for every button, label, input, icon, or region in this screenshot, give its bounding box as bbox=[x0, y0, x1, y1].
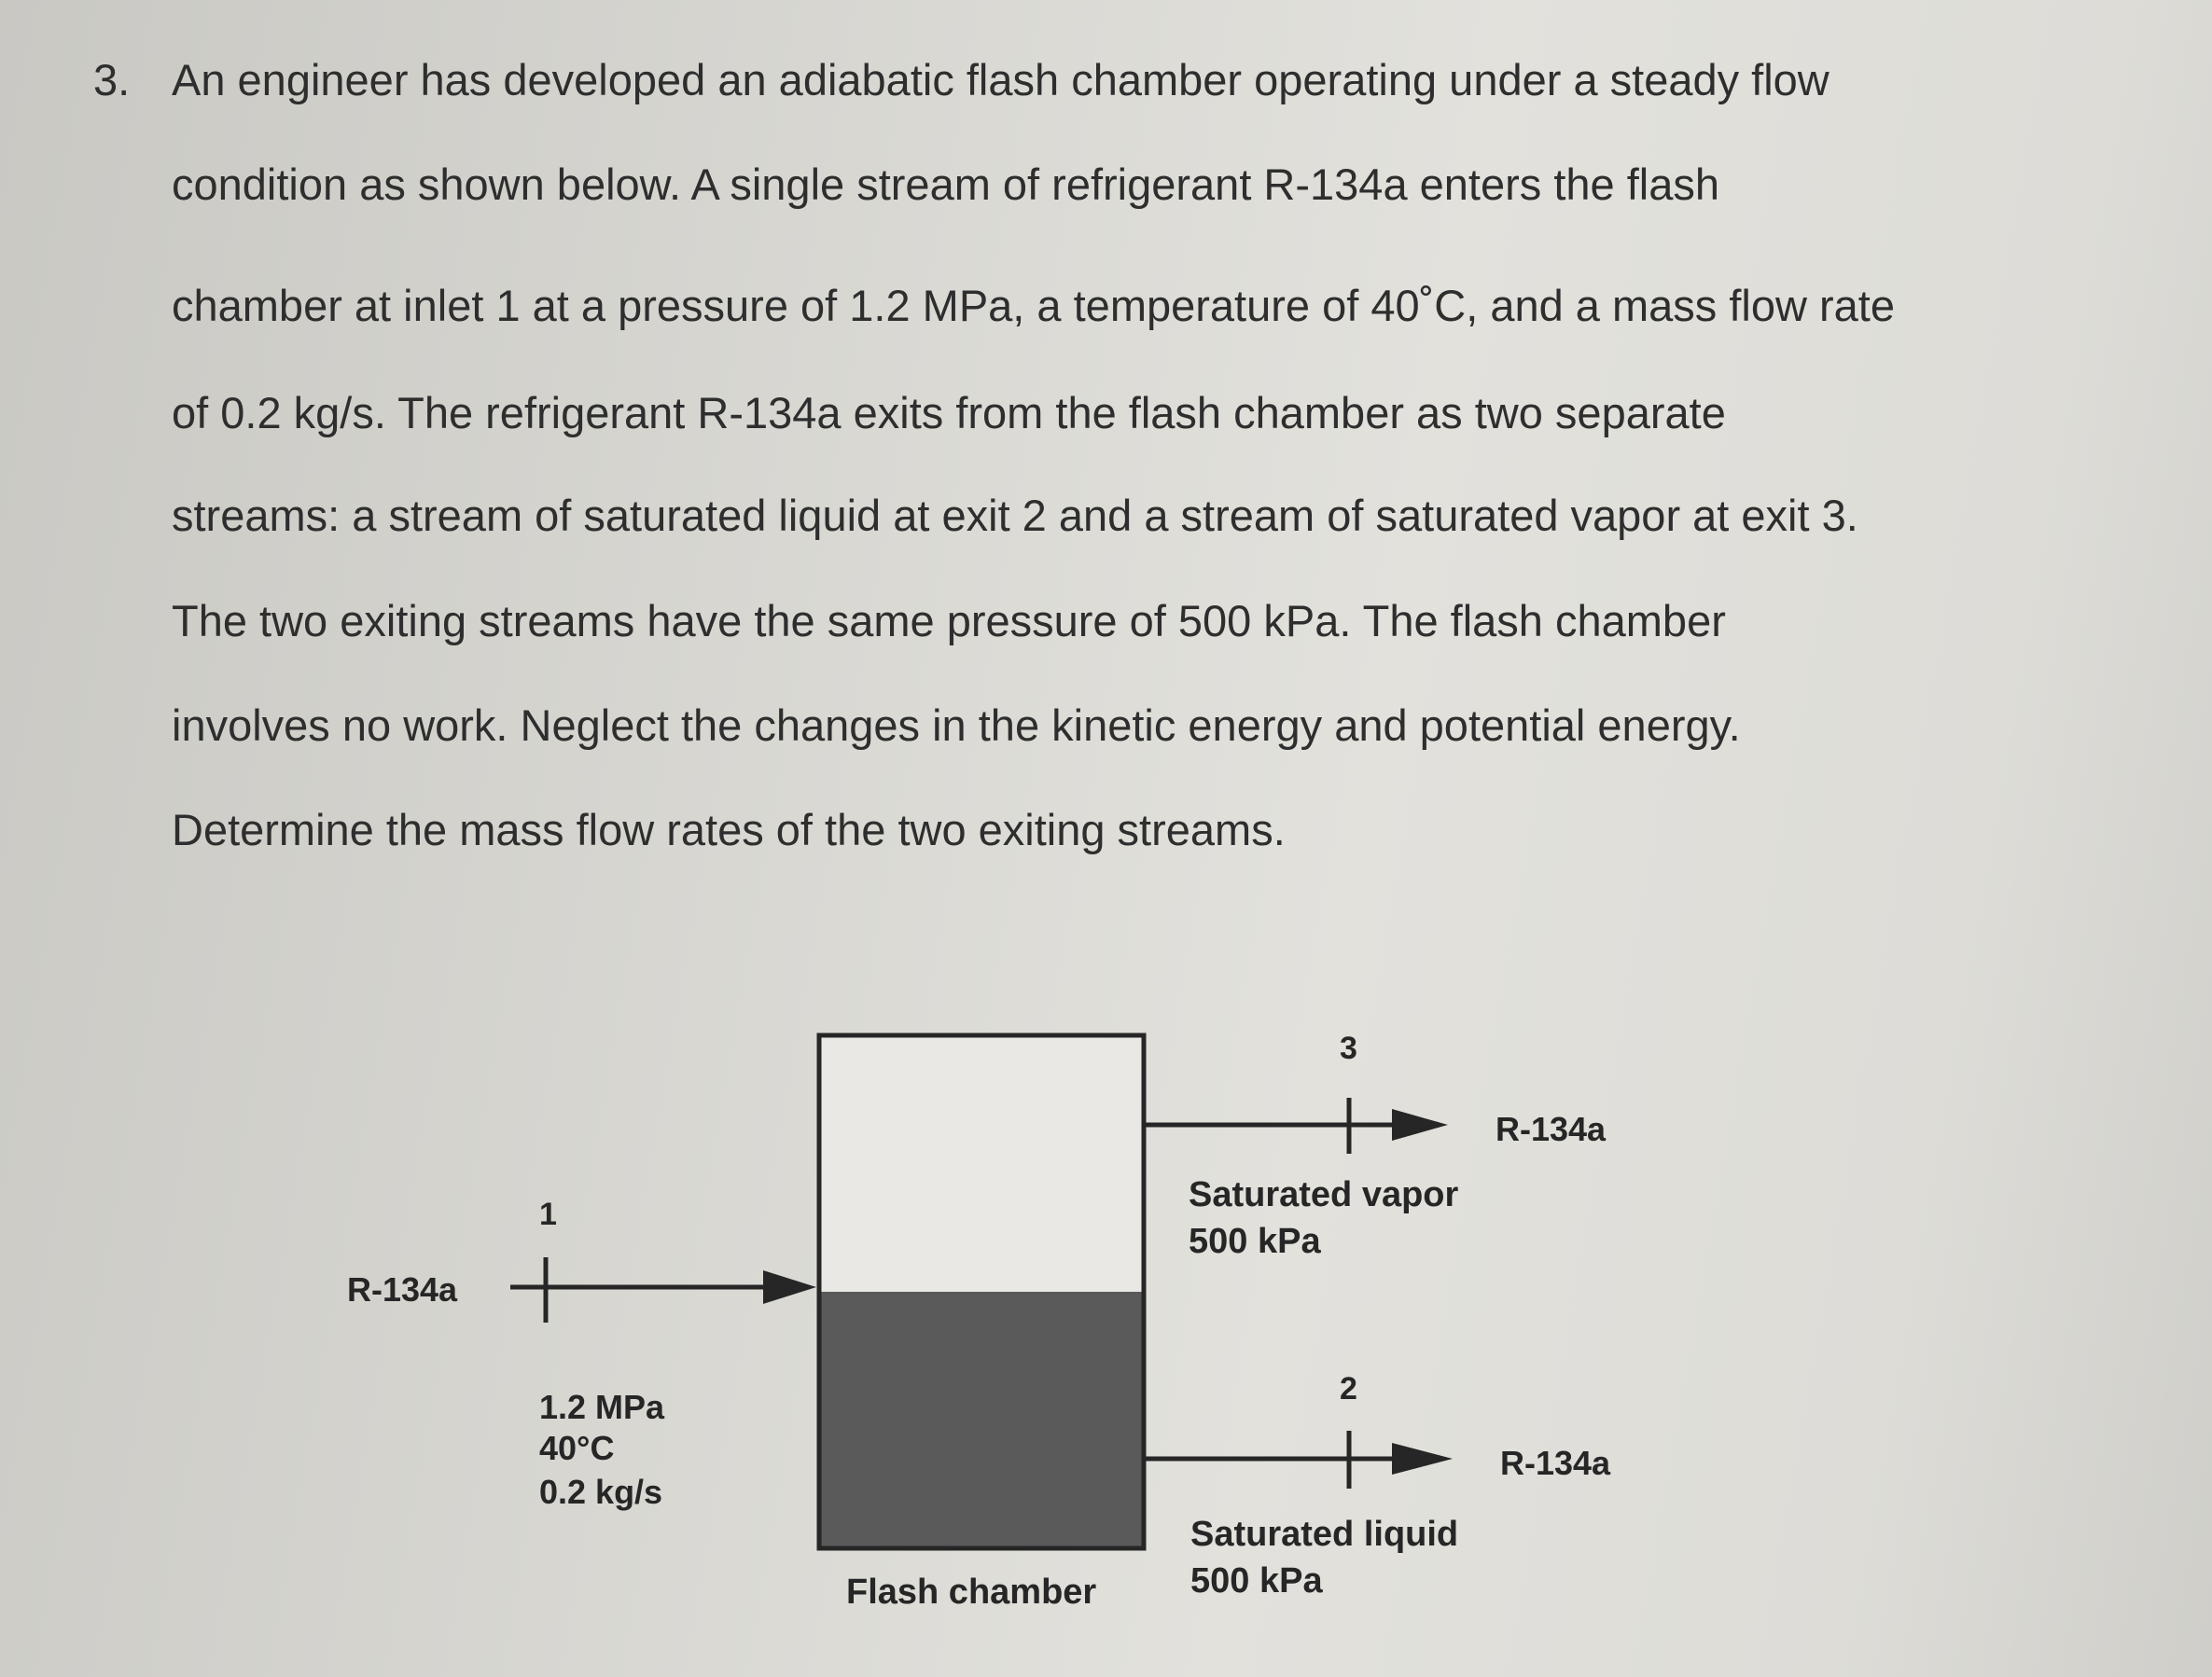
inlet-arrow-head bbox=[763, 1270, 816, 1304]
problem-line-3: chamber at inlet 1 at a pressure of 1.2 MPa, a temperature of 40˚C, and a mass flow rate bbox=[172, 281, 1895, 330]
liquid-exit-pressure-label: 500 kPa bbox=[1190, 1561, 1323, 1601]
question-number: 3. bbox=[93, 55, 131, 104]
liquid-exit-state-label: Saturated liquid bbox=[1190, 1515, 1459, 1554]
vapor-exit-pressure-label: 500 kPa bbox=[1189, 1222, 1321, 1261]
liquid-exit-number-label: 2 bbox=[1340, 1371, 1357, 1407]
vapor-exit-state-label: Saturated vapor bbox=[1189, 1175, 1459, 1214]
vapor-exit-arrow-head bbox=[1392, 1109, 1448, 1141]
vapor-exit-number-label: 3 bbox=[1340, 1031, 1357, 1066]
flash-chamber-label: Flash chamber bbox=[846, 1573, 1097, 1612]
inlet-number-label: 1 bbox=[539, 1197, 557, 1232]
problem-line-6: The two exiting streams have the same pressure of 500 kPa. The flash chamber bbox=[172, 596, 1726, 645]
inlet-temperature-label: 40°C bbox=[539, 1429, 615, 1467]
problem-line-1: An engineer has developed an adiabatic flash chamber operating under a steady flow bbox=[172, 55, 1829, 104]
chamber-liquid bbox=[819, 1292, 1144, 1548]
vapor-exit-fluid-label: R-134a bbox=[1496, 1110, 1607, 1148]
problem-line-7: involves no work. Neglect the changes in the kinetic energy and potential energy. bbox=[172, 700, 1741, 750]
inlet-pressure-label: 1.2 MPa bbox=[539, 1388, 665, 1426]
inlet-mass-flow-label: 0.2 kg/s bbox=[539, 1473, 663, 1511]
problem-line-8: Determine the mass flow rates of the two exiting streams. bbox=[172, 805, 1286, 854]
inlet-fluid-label: R-134a bbox=[347, 1270, 458, 1309]
problem-line-4: of 0.2 kg/s. The refrigerant R-134a exits from the flash chamber as two separate bbox=[172, 388, 1726, 437]
problem-line-5: streams: a stream of saturated liquid at exit 2 and a stream of saturated vapor at exit 3. bbox=[172, 491, 1858, 540]
liquid-exit-fluid-label: R-134a bbox=[1500, 1444, 1611, 1482]
chamber-vapor-space bbox=[819, 1035, 1144, 1292]
liquid-exit-arrow-head bbox=[1392, 1443, 1453, 1475]
problem-line-2: condition as shown below. A single stream of refrigerant R-134a enters the flash bbox=[172, 159, 1719, 209]
